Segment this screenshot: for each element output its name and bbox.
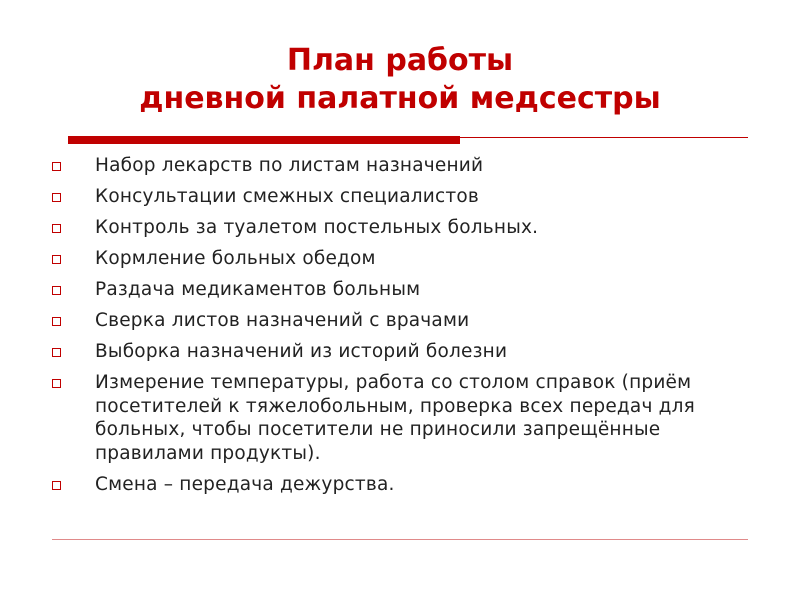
- square-bullet-icon: [52, 317, 61, 326]
- list-item-text: Контроль за туалетом постельных больных.: [95, 217, 539, 238]
- square-bullet-icon: [52, 255, 61, 264]
- list-item: [52, 185, 752, 209]
- list-item: [52, 309, 752, 333]
- list-item: [52, 154, 752, 178]
- square-bullet-icon: [52, 379, 61, 388]
- title-line-1: План работы: [286, 43, 514, 78]
- footer-divider: [52, 539, 748, 540]
- list-item: [52, 340, 752, 364]
- list-item: [52, 247, 752, 271]
- list-item: [52, 278, 752, 302]
- square-bullet-icon: [52, 224, 61, 233]
- square-bullet-icon: [52, 348, 61, 357]
- square-bullet-icon: [52, 193, 61, 202]
- list-item-text: Набор лекарств по листам назначений: [95, 155, 484, 176]
- list-item: [52, 473, 752, 497]
- list-item-text: Раздача медикаментов больным: [95, 279, 421, 300]
- title-underline-thick: [68, 136, 460, 144]
- list-item-text: Сверка листов назначений с врачами: [95, 310, 470, 331]
- square-bullet-icon: [52, 162, 61, 171]
- square-bullet-icon: [52, 286, 61, 295]
- list-item-text: Смена – передача дежурства.: [95, 473, 395, 495]
- slide-title: [40, 42, 760, 118]
- list-item: [52, 371, 752, 465]
- list-item-text: Измерение температуры, работа со столом справок (приём посетителей к тяжелобольным, проверка всех передач для больных, чтобы посетители не приносили запрещённые правилами продукты).: [95, 372, 696, 464]
- list-item: [52, 216, 752, 240]
- list-item-text: Кормление больных обедом: [95, 248, 376, 269]
- task-list: [52, 154, 752, 504]
- list-item-text: Консультации смежных специалистов: [95, 186, 479, 207]
- title-line-2: дневной палатной медсестры: [139, 81, 661, 116]
- list-item-text: Выборка назначений из историй болезни: [95, 341, 508, 362]
- square-bullet-icon: [52, 481, 61, 490]
